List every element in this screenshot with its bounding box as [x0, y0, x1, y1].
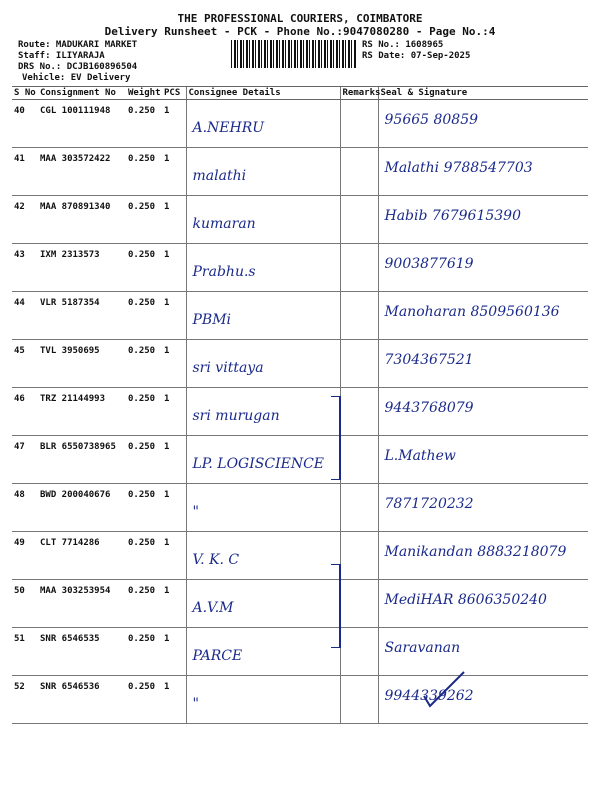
- row-weight: 0.250: [128, 442, 156, 452]
- row-weight: 0.250: [128, 298, 156, 308]
- row-remarks-cell: [340, 388, 378, 436]
- row-weight-cell: [126, 244, 162, 292]
- row-sno-cell: [12, 292, 38, 340]
- row-pcs: 1: [164, 250, 170, 260]
- row-pcs-cell: [162, 676, 186, 724]
- row-pcs-cell: [162, 340, 186, 388]
- row-sno-cell: [12, 388, 38, 436]
- row-consignment-cell: [38, 148, 126, 196]
- row-consignee-cell: [186, 388, 340, 436]
- row-sno: 48: [14, 490, 25, 500]
- row-remarks-cell: [340, 484, 378, 532]
- row-consignee: PARCE: [192, 648, 243, 664]
- header-weight: Weight: [128, 88, 161, 98]
- row-consignment-cell: [38, 100, 126, 148]
- row-seal-signature: L.Mathew: [384, 448, 456, 464]
- row-consignee: PBMi: [192, 312, 232, 328]
- row-consignment-cell: [38, 196, 126, 244]
- row-sno: 52: [14, 682, 25, 692]
- row-consignment-cell: [38, 244, 126, 292]
- row-consignee-cell: [186, 244, 340, 292]
- row-sno: 46: [14, 394, 25, 404]
- row-consignment: CGL 100111948: [40, 106, 111, 116]
- drs-label: DRS No.: DCJB160896504: [18, 62, 138, 72]
- row-pcs: 1: [164, 106, 170, 116]
- row-remarks-cell: [340, 532, 378, 580]
- row-consignment: SNR 6546535: [40, 634, 100, 644]
- row-sno: 51: [14, 634, 25, 644]
- row-seal-signature: 9003877619: [384, 256, 474, 272]
- row-pcs: 1: [164, 442, 170, 452]
- row-remarks-cell: [340, 196, 378, 244]
- row-seal-signature-cell: [378, 244, 588, 292]
- table-row: [12, 100, 588, 148]
- barcode-image: [231, 40, 357, 68]
- table-row: [12, 484, 588, 532]
- row-sno-cell: [12, 484, 38, 532]
- row-seal-signature-cell: [378, 484, 588, 532]
- row-consignee: sri vittaya: [192, 360, 264, 376]
- row-sno: 47: [14, 442, 25, 452]
- row-consignment: BWD 200040676: [40, 490, 111, 500]
- row-seal-signature: 9443768079: [384, 400, 474, 416]
- route-label: Route: MADUKARI MARKET: [18, 40, 138, 50]
- header-seal: Seal & Signature: [378, 87, 588, 100]
- row-consignee-cell: [186, 100, 340, 148]
- row-weight-cell: [126, 100, 162, 148]
- row-consignment-cell: [38, 388, 126, 436]
- row-seal-signature: Malathi 9788547703: [384, 160, 533, 176]
- row-sno-cell: [12, 196, 38, 244]
- row-consignee: sri murugan: [192, 408, 280, 424]
- row-consignment: MAA 303253954: [40, 586, 111, 596]
- row-sno-cell: [12, 100, 38, 148]
- row-pcs-cell: [162, 388, 186, 436]
- table-row: [12, 244, 588, 292]
- row-sno-cell: [12, 244, 38, 292]
- row-seal-signature: Manoharan 8509560136: [384, 304, 560, 320]
- row-sno-cell: [12, 436, 38, 484]
- table-header-row: [12, 87, 588, 100]
- table-row: [12, 148, 588, 196]
- row-weight-cell: [126, 580, 162, 628]
- row-sno: 45: [14, 346, 25, 356]
- row-pcs: 1: [164, 346, 170, 356]
- row-consignee: Prabhu.s: [192, 264, 256, 280]
- row-remarks-cell: [340, 676, 378, 724]
- check-mark-icon: [420, 668, 470, 718]
- row-seal-signature: 7304367521: [384, 352, 474, 368]
- row-seal-signature-cell: [378, 100, 588, 148]
- row-weight-cell: [126, 532, 162, 580]
- row-weight: 0.250: [128, 490, 156, 500]
- row-remarks-cell: [340, 628, 378, 676]
- row-consignee-cell: [186, 532, 340, 580]
- row-weight-cell: [126, 340, 162, 388]
- row-weight: 0.250: [128, 346, 156, 356]
- row-pcs: 1: [164, 634, 170, 644]
- row-pcs: 1: [164, 682, 170, 692]
- row-consignment-cell: [38, 340, 126, 388]
- row-consignee-cell: [186, 484, 340, 532]
- row-consignment-cell: [38, 436, 126, 484]
- row-pcs: 1: [164, 154, 170, 164]
- table-row: [12, 436, 588, 484]
- row-consignee: ": [192, 696, 199, 712]
- row-seal-signature: Saravanan: [384, 640, 461, 656]
- row-weight: 0.250: [128, 202, 156, 212]
- row-seal-signature: MediHAR 8606350240: [384, 592, 547, 608]
- row-consignee: LP. LOGISCIENCE: [192, 456, 325, 472]
- row-pcs-cell: [162, 196, 186, 244]
- row-sno: 42: [14, 202, 25, 212]
- row-consignee: A.NEHRU: [192, 120, 265, 136]
- row-pcs-cell: [162, 532, 186, 580]
- row-pcs-cell: [162, 244, 186, 292]
- row-weight: 0.250: [128, 154, 156, 164]
- row-consignee-cell: [186, 148, 340, 196]
- header-pcs: PCS: [162, 87, 186, 100]
- table-row: [12, 628, 588, 676]
- row-seal-signature-cell: [378, 580, 588, 628]
- header-consignee: Consignee Details: [186, 87, 340, 100]
- row-pcs: 1: [164, 586, 170, 596]
- row-sno: 41: [14, 154, 25, 164]
- row-weight-cell: [126, 436, 162, 484]
- row-sno-cell: [12, 580, 38, 628]
- row-seal-signature-cell: [378, 388, 588, 436]
- row-consignee: ": [192, 504, 199, 520]
- row-consignee-cell: [186, 340, 340, 388]
- header-remarks: Remarks: [340, 87, 378, 100]
- row-seal-signature-cell: [378, 148, 588, 196]
- row-sno: 43: [14, 250, 25, 260]
- row-pcs-cell: [162, 148, 186, 196]
- row-weight: 0.250: [128, 250, 156, 260]
- row-sno-cell: [12, 148, 38, 196]
- row-remarks-cell: [340, 100, 378, 148]
- row-seal-signature: 95665 80859: [384, 112, 479, 128]
- row-sno: 40: [14, 106, 25, 116]
- row-consignee-cell: [186, 436, 340, 484]
- row-sno-cell: [12, 676, 38, 724]
- row-seal-signature-cell: [378, 436, 588, 484]
- row-consignee-cell: [186, 292, 340, 340]
- row-weight-cell: [126, 148, 162, 196]
- table-row: [12, 196, 588, 244]
- row-consignee-cell: [186, 628, 340, 676]
- row-pcs: 1: [164, 202, 170, 212]
- row-consignment-cell: [38, 532, 126, 580]
- row-remarks-cell: [340, 292, 378, 340]
- row-weight-cell: [126, 196, 162, 244]
- row-pcs-cell: [162, 100, 186, 148]
- row-weight: 0.250: [128, 538, 156, 548]
- row-weight-cell: [126, 628, 162, 676]
- row-seal-signature-cell: [378, 340, 588, 388]
- row-pcs-cell: [162, 628, 186, 676]
- row-pcs-cell: [162, 436, 186, 484]
- row-consignee-cell: [186, 196, 340, 244]
- row-consignee: malathi: [192, 168, 247, 184]
- row-remarks-cell: [340, 436, 378, 484]
- handwritten-bracket: [331, 396, 341, 480]
- row-pcs-cell: [162, 292, 186, 340]
- row-consignee-cell: [186, 580, 340, 628]
- row-sno-cell: [12, 532, 38, 580]
- row-pcs: 1: [164, 490, 170, 500]
- row-weight: 0.250: [128, 394, 156, 404]
- table-row: [12, 580, 588, 628]
- row-consignment: MAA 870891340: [40, 202, 111, 212]
- table-row: [12, 340, 588, 388]
- row-sno: 50: [14, 586, 25, 596]
- row-weight-cell: [126, 388, 162, 436]
- row-consignee: kumaran: [192, 216, 256, 232]
- row-consignment-cell: [38, 676, 126, 724]
- row-seal-signature-cell: [378, 196, 588, 244]
- row-pcs-cell: [162, 484, 186, 532]
- row-seal-signature: 9944339262: [384, 688, 474, 704]
- row-consignment: SNR 6546536: [40, 682, 100, 692]
- row-consignment-cell: [38, 292, 126, 340]
- handwritten-bracket: [331, 564, 341, 648]
- staff-label: Staff: ILIYARAJA: [18, 51, 105, 61]
- row-weight: 0.250: [128, 586, 156, 596]
- row-seal-signature-cell: [378, 292, 588, 340]
- rs-number: RS No.: 1608965: [362, 40, 444, 50]
- row-pcs-cell: [162, 580, 186, 628]
- row-consignment-cell: [38, 580, 126, 628]
- row-consignment: TVL 3950695: [40, 346, 100, 356]
- header-sno: S No: [12, 87, 38, 100]
- row-weight: 0.250: [128, 106, 156, 116]
- row-consignment: TRZ 21144993: [40, 394, 106, 404]
- table-row: [12, 388, 588, 436]
- row-consignee: A.V.M: [192, 600, 234, 616]
- row-weight-cell: [126, 676, 162, 724]
- row-weight: 0.250: [128, 682, 156, 692]
- table-row: [12, 532, 588, 580]
- row-seal-signature-cell: [378, 628, 588, 676]
- row-sno: 44: [14, 298, 25, 308]
- row-weight-cell: [126, 484, 162, 532]
- row-remarks-cell: [340, 580, 378, 628]
- row-seal-signature-cell: [378, 676, 588, 724]
- row-consignment-cell: [38, 484, 126, 532]
- row-seal-signature: 7871720232: [384, 496, 474, 512]
- row-consignment: CLT 7714286: [40, 538, 100, 548]
- row-consignee: V. K. C: [192, 552, 240, 568]
- row-pcs: 1: [164, 538, 170, 548]
- rs-date: RS Date: 07-Sep-2025: [362, 51, 471, 61]
- row-seal-signature: Habib 7679615390: [384, 208, 521, 224]
- table-body: [12, 100, 588, 724]
- row-pcs: 1: [164, 298, 170, 308]
- row-remarks-cell: [340, 340, 378, 388]
- row-consignment: MAA 303572422: [40, 154, 111, 164]
- row-consignment-cell: [38, 628, 126, 676]
- vehicle-label: Vehicle: EV Delivery: [22, 73, 131, 83]
- row-consignee-cell: [186, 676, 340, 724]
- runsheet-subtitle: Delivery Runsheet - PCK - Phone No.:9047080280 - Page No.:4: [104, 25, 496, 38]
- row-sno-cell: [12, 628, 38, 676]
- row-remarks-cell: [340, 148, 378, 196]
- row-consignment: IXM 2313573: [40, 250, 100, 260]
- row-consignment: BLR 6550738965: [40, 442, 116, 452]
- row-sno-cell: [12, 340, 38, 388]
- header-consignment: Consignment No: [38, 87, 126, 100]
- row-pcs: 1: [164, 394, 170, 404]
- row-weight: 0.250: [128, 634, 156, 644]
- company-title: THE PROFESSIONAL COURIERS, COIMBATORE: [177, 12, 423, 25]
- row-consignment: VLR 5187354: [40, 298, 100, 308]
- row-sno: 49: [14, 538, 25, 548]
- row-remarks-cell: [340, 244, 378, 292]
- row-seal-signature: Manikandan 8883218079: [384, 544, 567, 560]
- runsheet-table: [12, 86, 588, 724]
- row-seal-signature-cell: [378, 532, 588, 580]
- table-row: [12, 676, 588, 724]
- row-weight-cell: [126, 292, 162, 340]
- table-row: [12, 292, 588, 340]
